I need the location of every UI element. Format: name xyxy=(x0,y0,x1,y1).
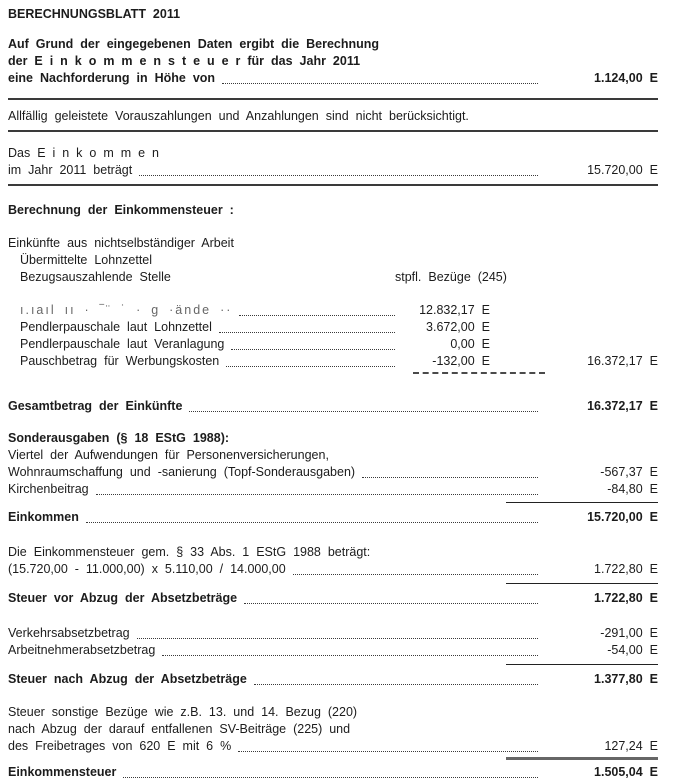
dotted-leader xyxy=(219,332,395,333)
verkehrsabsetzbetrag-row xyxy=(8,625,658,642)
row-amount: 127,24 E xyxy=(604,739,658,753)
tarif-section xyxy=(8,544,658,578)
sonderausgaben-heading: Sonderausgaben (§ 18 EStG 1988): xyxy=(8,431,230,445)
gesamtbetrag-label: Gesamtbetrag der Einkünfte xyxy=(8,399,183,413)
prepayment-notice: Allfällig geleistete Vorauszahlungen und Anzahlungen sind nicht berücksichtigt. xyxy=(8,109,469,123)
payer-amount: 12.832,17 E xyxy=(419,303,490,317)
horizontal-rule xyxy=(8,130,658,132)
intro-line-2: der E i n k o m m e n s t e u e r für das Jahr 2011 xyxy=(8,54,361,68)
wohnraum-row xyxy=(8,464,658,481)
pendlerpauschale-veranlagung-row xyxy=(8,336,658,353)
nachforderung-row xyxy=(8,70,658,87)
dotted-leader xyxy=(362,477,538,478)
absetzbetraege-section xyxy=(8,625,658,659)
dashed-subtotal-rule xyxy=(413,372,545,374)
tarif-formula-row xyxy=(8,561,658,578)
subtotal-amount: 16.372,17 E xyxy=(587,354,658,368)
payer-column-header: Bezugsauszahlende Stelle xyxy=(20,270,171,284)
dotted-leader xyxy=(254,684,538,685)
sonderausgaben-section xyxy=(8,430,658,498)
tarif-line-1: Die Einkommensteuer gem. § 33 Abs. 1 EStG 1988 beträgt: xyxy=(8,545,371,559)
dotted-leader xyxy=(222,83,538,84)
dotted-leader xyxy=(238,751,538,752)
income-row xyxy=(8,162,658,179)
sonderausgaben-line-1: Viertel der Aufwendungen für Personenversicherungen, xyxy=(8,448,329,462)
steuer-vor-abzug-row xyxy=(8,590,658,607)
payer-name-redacted: ı.ıaıl ıı · ‾¨ ˙ · g ·ände ·· xyxy=(20,303,233,317)
nachforderung-label: eine Nachforderung in Höhe von xyxy=(8,71,216,85)
einkommensteuer-label: Einkommensteuer xyxy=(8,765,117,779)
sum-rule xyxy=(506,664,658,665)
page-title: BERECHNUNGSBLATT 2011 xyxy=(8,7,181,21)
payer-row xyxy=(8,302,658,319)
horizontal-rule xyxy=(8,184,658,186)
income-label: im Jahr 2011 beträgt xyxy=(8,163,133,177)
grand-total-rule xyxy=(506,757,658,760)
column-header-row xyxy=(8,269,658,286)
dotted-leader xyxy=(139,175,538,176)
tarif-amount: 1.722,80 E xyxy=(594,562,658,576)
dotted-leader xyxy=(189,411,538,412)
row-label: Pauschbetrag für Werbungskosten xyxy=(20,354,220,368)
income-line-1: Das E i n k o m m e n xyxy=(8,146,159,160)
dotted-leader xyxy=(231,349,395,350)
steuer-nach-abzug-label: Steuer nach Abzug der Absetzbeträge xyxy=(8,672,247,686)
income-section xyxy=(8,145,658,179)
dotted-leader xyxy=(244,603,538,604)
dotted-leader xyxy=(162,655,538,656)
income-amount: 15.720,00 E xyxy=(587,163,658,177)
sonstige-bezuege-section xyxy=(8,704,658,755)
einkommensteuer-amount: 1.505,04 E xyxy=(594,765,658,779)
freibetrag-row xyxy=(8,738,658,755)
row-label: des Freibetrages von 620 E mit 6 % xyxy=(8,739,232,753)
pendlerpauschale-lohnzettel-row xyxy=(8,319,658,336)
result-section xyxy=(8,36,658,87)
steuer-nach-abzug-amount: 1.377,80 E xyxy=(594,672,658,686)
row-amount: 0,00 E xyxy=(450,337,490,351)
calc-heading: Berechnung der Einkommensteuer : xyxy=(8,203,234,217)
row-amount: -84,80 E xyxy=(607,482,658,496)
row-label: Pendlerpauschale laut Veranlagung xyxy=(20,337,225,351)
row-label: Verkehrsabsetzbetrag xyxy=(8,626,130,640)
row-label: Wohnraumschaffung und -sanierung (Topf-Sonderausgaben) xyxy=(8,465,356,479)
sum-rule xyxy=(506,502,658,503)
gesamtbetrag-row xyxy=(8,398,658,415)
employment-heading: Einkünfte aus nichtselbständiger Arbeit xyxy=(8,236,234,250)
arbeitnehmerabsetzbetrag-row xyxy=(8,642,658,659)
einkommen-amount: 15.720,00 E xyxy=(587,510,658,524)
dotted-leader xyxy=(293,574,538,575)
row-amount: -567,37 E xyxy=(600,465,658,479)
kirchenbeitrag-row xyxy=(8,481,658,498)
steuer-vor-abzug-amount: 1.722,80 E xyxy=(594,591,658,605)
row-label: Arbeitnehmerabsetzbetrag xyxy=(8,643,156,657)
sum-rule xyxy=(506,583,658,584)
einkommen-row xyxy=(8,509,658,526)
lohnzettel-subheading: Übermittelte Lohnzettel xyxy=(20,253,153,267)
dotted-leader xyxy=(86,522,538,523)
werbungskosten-row xyxy=(8,353,658,370)
horizontal-rule xyxy=(8,98,658,100)
steuer-vor-abzug-label: Steuer vor Abzug der Absetzbeträge xyxy=(8,591,238,605)
row-amount: -54,00 E xyxy=(607,643,658,657)
einkommensteuer-row xyxy=(8,764,658,780)
dotted-leader xyxy=(137,638,538,639)
einkommen-label: Einkommen xyxy=(8,510,79,524)
row-label: Kirchenbeitrag xyxy=(8,482,89,496)
intro-line-1: Auf Grund der eingegebenen Daten ergibt die Berechnung xyxy=(8,37,380,51)
row-amount: -132,00 E xyxy=(432,354,490,368)
row-amount: 3.672,00 E xyxy=(426,320,490,334)
sonstige-line-1: Steuer sonstige Bezüge wie z.B. 13. und 14. Bezug (220) xyxy=(8,705,358,719)
sonstige-line-2: nach Abzug der darauf entfallenen SV-Beiträge (225) und xyxy=(8,722,351,736)
tarif-formula: (15.720,00 - 11.000,00) x 5.110,00 / 14.000,00 xyxy=(8,562,286,576)
nachforderung-amount: 1.124,00 E xyxy=(594,71,658,85)
dotted-leader xyxy=(123,777,538,778)
dotted-leader xyxy=(239,315,395,316)
row-amount: -291,00 E xyxy=(600,626,658,640)
dotted-leader xyxy=(96,494,538,495)
amount-column-header: stpfl. Bezüge (245) xyxy=(395,270,507,284)
dotted-leader xyxy=(226,366,395,367)
employment-section xyxy=(8,235,658,374)
row-label: Pendlerpauschale laut Lohnzettel xyxy=(20,320,212,334)
steuer-nach-abzug-row xyxy=(8,671,658,688)
gesamtbetrag-amount: 16.372,17 E xyxy=(587,399,658,413)
